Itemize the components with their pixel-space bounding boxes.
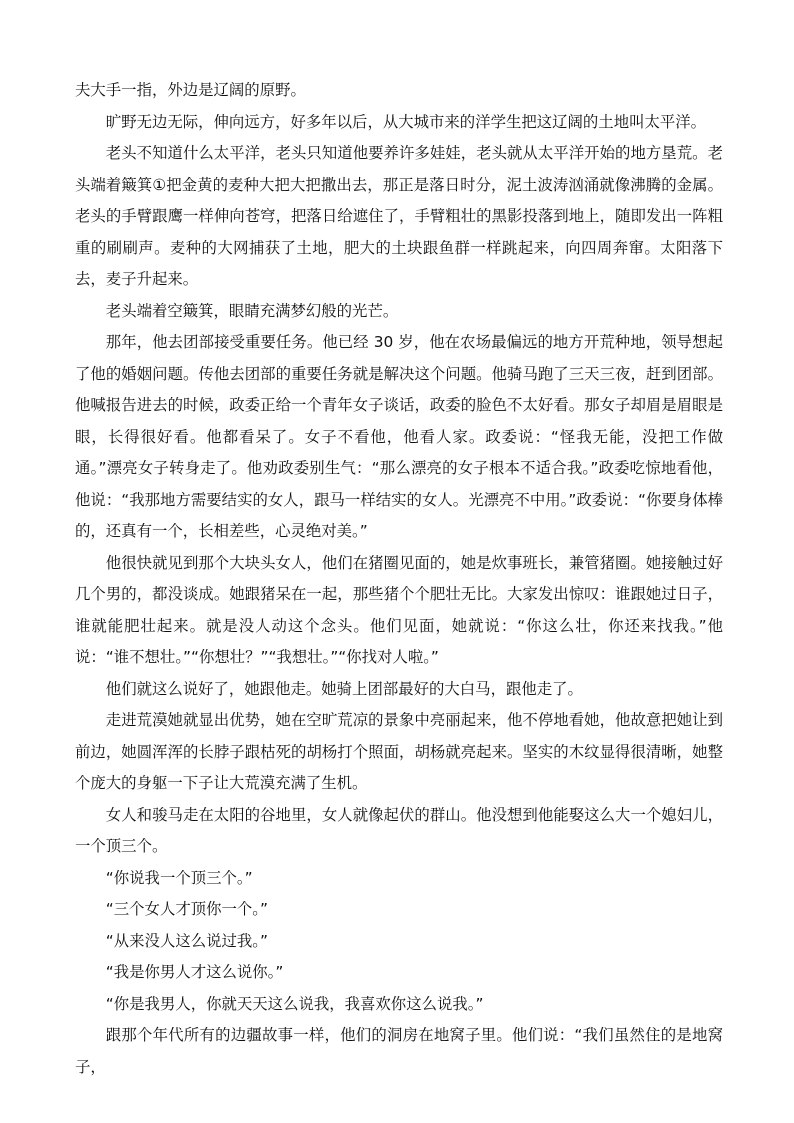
paragraph-7: 他们就这么说好了，她跟他走。她骑上团部最好的大白马，跟他走了。 — [105, 679, 583, 698]
paragraph-3: 老头不知道什么太平洋，老头只知道他要养许多娃娃，老头就从太平洋开始的地方垦荒。老头端着簸箕①把金黄的麦种大把大把撒出去，那正是落日时分，泥土波涛汹涌就像沸腾的金属。老头的手臂跟鹰一样伸向苍穹，把落日给遮住了，手臂粗壮的黑影投落到地上，随即发出一阵粗重的刷刷声。麦种的大网捕获了土地，肥大的土块跟鱼群一样跳起来，向四周奔窜。太阳落下去，麦子升起来。 — [75, 144, 723, 288]
paragraph-1: 夫大手一指，外边是辽阔的原野。 — [75, 81, 306, 99]
dialogue-line-4: “我是你男人才这么说你。” — [105, 963, 284, 981]
paragraph-15: 跟那个年代所有的边疆故事一样，他们的洞房在地窝子里。他们说：“我们虽然住的是地窝子， — [75, 1026, 723, 1076]
dialogue-line-5: “你是我男人，你就天天这么说我，我喜欢你这么说我。” — [105, 994, 484, 1013]
dialogue-line-1: “你说我一个顶三个。” — [105, 868, 253, 887]
paragraph-2: 旷野无边无际，伸向远方，好多年以后，从大城市来的洋学生把这辽阔的土地叫太平洋。 — [105, 112, 707, 131]
document-body — [75, 75, 723, 1083]
paragraph-8: 走进荒漠她就显出优势，她在空旷荒凉的景象中亮丽起来，他不停地看她，他故意把她让到前边，她圆浑浑的长脖子跟枯死的胡杨打个照面，胡杨就亮起来。坚实的木纹显得很清晰，她整个庞大的身躯一下子让大荒漠充满了生机。 — [75, 711, 723, 792]
paragraph-4: 老头端着空簸箕，眼睛充满梦幻般的光芒。 — [105, 301, 399, 320]
paragraph-5: 那年，他去团部接受重要任务。他已经 30 岁，他在农场最偏远的地方开荒种地，领导想起了他的婚姻问题。传他去团部的重要任务就是解决这个问题。他骑马跑了三天三夜，赶到团部。他喊报告进去的时候，政委正给一个青年女子谈话，政委的脸色不太好看。那女子却眉是眉眼是眼，长得很好看。他都看呆了。女子不看他，他看人家。政委说：“怪我无能，没把工作做通。”漂亮女子转身走了。他劝政委别生气：“那么漂亮的女子根本不适合我。”政委吃惊地看他，他说：“我那地方需要结实的女人，跟马一样结实的女人。光漂亮不中用。”政委说：“你要身体棒的，还真有一个，长相差些，心灵绝对美。” — [75, 333, 723, 540]
dialogue-line-2: “三个女人才顶你一个。” — [105, 900, 268, 918]
dialogue-line-3: “从来没人这么说过我。” — [105, 931, 268, 950]
paragraph-9: 女人和骏马走在太阳的谷地里，女人就像起伏的群山。他没想到他能娶这么大一个媳妇儿，一个顶三个。 — [75, 805, 723, 855]
paragraph-6: 他很快就见到那个大块头女人，他们在猪圈见面的，她是炊事班长，兼管猪圈。她接触过好几个男的，都没谈成。她跟猪呆在一起，那些猪个个肥壮无比。大家发出惊叹：谁跟她过日子，谁就能肥壮起来。就是没人动这个念头。他们见面，她就说：“你这么壮，你还来找我。”他说：“谁不想壮。”“你想壮？”“我想壮。”“你找对人啦。” — [75, 553, 723, 666]
